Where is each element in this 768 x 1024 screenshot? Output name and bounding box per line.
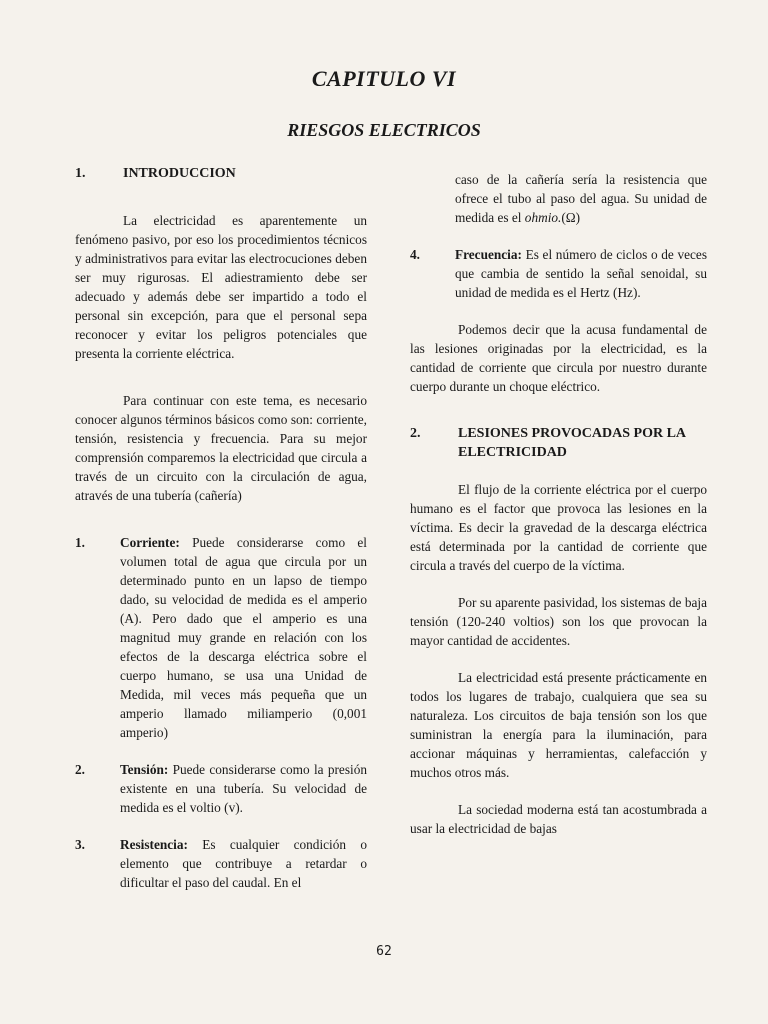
right-column: [410, 170, 707, 838]
definition-item-frecuencia: [410, 245, 707, 302]
flujo-paragraph: El flujo de la corriente eléctrica por el cuerpo humano es el factor que provoca las lesiones en la víctima. Es decir la gravedad de la descarga eléctrica está determinada por la cantidad de corriente que circula a través del cuerpo de la víctima.: [410, 482, 707, 573]
item-number: 3.: [75, 837, 85, 852]
page-number: 62: [376, 944, 392, 959]
left-column: [75, 164, 367, 892]
continuation-text: caso de la cañería sería la resistencia que ofrece el tubo al paso del agua. Su unidad de medida es el: [455, 172, 707, 225]
intro-heading-text: INTRODUCCION: [123, 166, 236, 181]
item-term: Frecuencia:: [455, 247, 522, 262]
chapter-title: CAPITULO VI: [311, 66, 457, 91]
lesiones-heading: [410, 424, 707, 462]
item-number: 4.: [410, 247, 420, 262]
pasividad-paragraph: Por su aparente pasividad, los sistemas de baja tensión (120-240 voltios) son los que provocan la mayor cantidad de accidentes.: [410, 595, 707, 648]
intro-heading-number: 1.: [75, 166, 86, 181]
item-number: 2.: [75, 762, 85, 777]
item-term: Corriente:: [120, 535, 180, 550]
section-title: RIESGOS ELECTRICOS: [287, 120, 481, 140]
lesiones-heading-text: LESIONES PROVOCADAS POR LA ELECTRICIDAD: [458, 426, 686, 460]
item-text: Puede considerarse como el volumen total de agua que circula por un determinado punto en un lapso de tiempo dado, su velocidad de medida es el amperio (A). Pero dado que el amperio es una magnitud muy grande en relación con los efectos de la descarga eléctrica sobre el cuerpo humano, se usa una Unidad de Medida, mil veces más pequeña que un amperio llamado miliamperio (0,001 amperio): [120, 535, 367, 740]
continuation-unit: ohmio.: [524, 210, 562, 225]
intro-paragraph-1: La electricidad es aparentemente un fenómeno pasivo, por eso los procedimientos técnicos y administrativos para evitar las electrocuciones deben ser muy rigurosas. El adiestramiento debe ser adecuado y además debe ser impartido a todo el personal sin excepción, para que el personal sepa reconocer y evitar los peligros potenciales que presenta la corriente eléctrica.: [75, 213, 367, 361]
item-term: Resistencia:: [120, 837, 188, 852]
item-term: Tensión:: [120, 762, 169, 777]
continuation-symbol: (Ω): [561, 210, 581, 225]
presente-paragraph: La electricidad está presente prácticamente en todos los lugares de trabajo, cualquiera que sea su naturaleza. Los circuitos de baja tensión son los que suministran la energía para la iluminación, para accionar máquinas y herramientas, calefacción y muchos otros más.: [410, 670, 707, 780]
intro-heading: [75, 164, 367, 183]
resistencia-continuation: [410, 170, 707, 227]
lesiones-heading-number: 2.: [410, 426, 421, 441]
item-text: Puede considerarse como la presión existente en una tubería. Su velocidad de medida es el voltio (v).: [120, 762, 367, 815]
item-number: 1.: [75, 535, 85, 550]
item-text: Es cualquier condición o elemento que contribuye a retardar o dificultar el paso del caudal. En el: [120, 837, 367, 890]
definition-item-resistencia: [75, 835, 367, 892]
intro-paragraph-2: Para continuar con este tema, es necesario conocer algunos términos básicos como son: corriente, tensión, resistencia y frecuencia. Para su mejor comprensión comparemos la electricidad que circula a través de un circuito con la circulación de agua, através de una tubería (cañería): [75, 393, 367, 503]
definition-item-tension: [75, 760, 367, 817]
definition-item-corriente: [75, 533, 367, 742]
cause-paragraph: Podemos decir que la acusa fundamental de las lesiones originadas por la electricidad, es la cantidad de corriente que circula por nuestro durante cuerpo durante un choque eléctrico.: [410, 322, 707, 394]
sociedad-paragraph: La sociedad moderna está tan acostumbrada a usar la electricidad de bajas: [410, 802, 707, 836]
item-text: Es el número de ciclos o de veces que cambia de sentido la señal senoidal, su unidad de medida es el Hertz (Hz).: [455, 247, 707, 300]
